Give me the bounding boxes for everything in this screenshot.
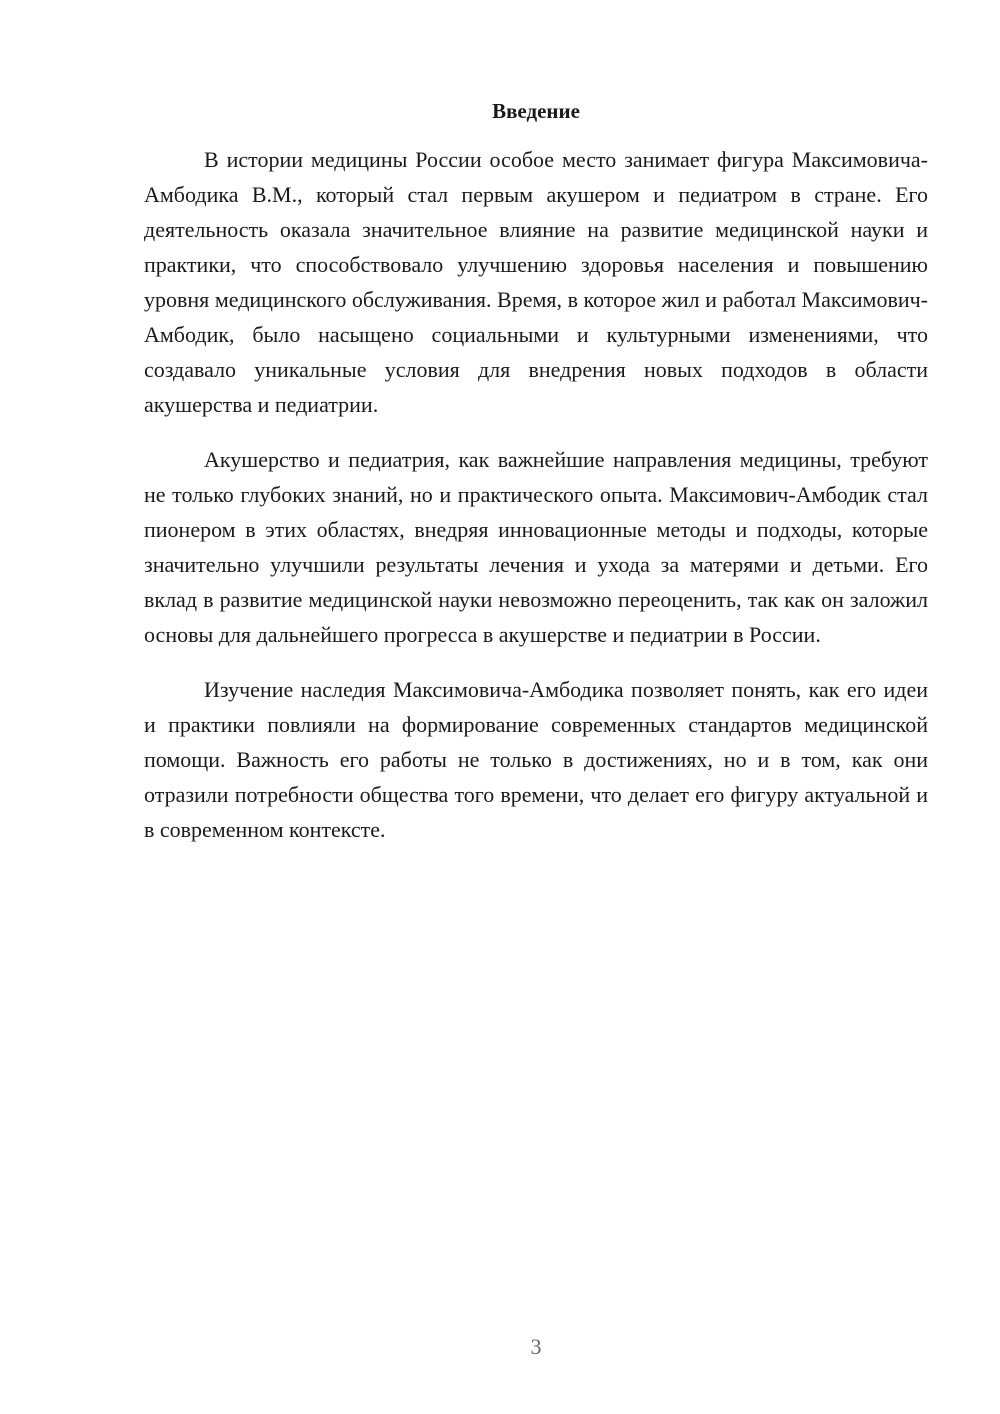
document-body (144, 96, 928, 867)
page-number: 3 (530, 1334, 542, 1359)
paragraph-1: В истории медицины России особое место занимает фигура Максимовича-Амбодика В.М., который стал первым акушером и педиатром в стране. Его деятельность оказала значительное влияние на развитие медицинской науки и практики, что способствовало улучшению здоровья населения и повышению уровня медицинского обслуживания. Время, в которое жил и работал Максимович-Амбодик, было насыщено социальными и культурными изменениями, что создавало уникальные условия для внедрения новых подходов в области акушерства и педиатрии. (144, 147, 928, 417)
section-title: Введение (492, 99, 580, 123)
paragraph-3: Изучение наследия Максимовича-Амбодика позволяет понять, как его идеи и практики повлияли на формирование современных стандартов медицинской помощи. Важность его работы не только в достижениях, но и в том, как они отразили потребности общества того времени, что делает его фигуру актуальной и в современном контексте. (144, 677, 928, 842)
paragraph-2: Акушерство и педиатрия, как важнейшие направления медицины, требуют не только глубоких знаний, но и практического опыта. Максимович-Амбодик стал пионером в этих областях, внедряя инновационные методы и подходы, которые значительно улучшили результаты лечения и ухода за матерями и детьми. Его вклад в развитие медицинской науки невозможно переоценить, так как он заложил основы для дальнейшего прогресса в акушерстве и педиатрии в России. (144, 447, 928, 647)
